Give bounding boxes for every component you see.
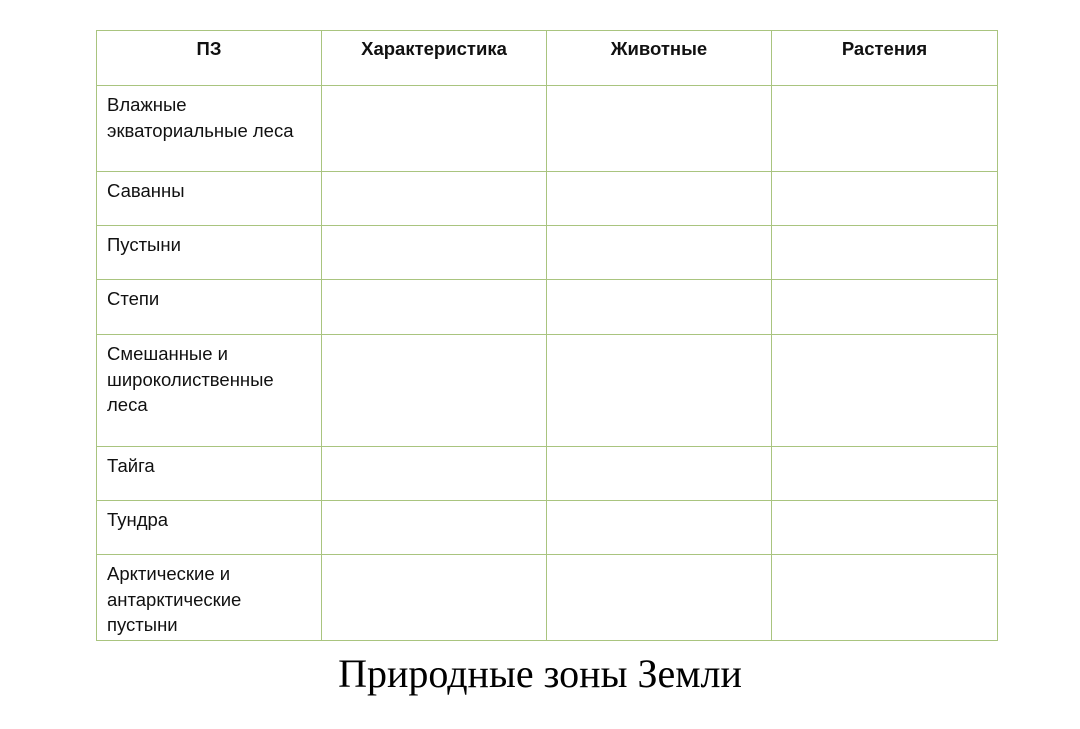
animals-cell[interactable] — [547, 280, 772, 335]
table-row — [97, 501, 998, 555]
plants-cell[interactable] — [772, 172, 998, 226]
characteristic-cell[interactable] — [322, 280, 547, 335]
table-row — [97, 335, 998, 447]
characteristic-cell[interactable] — [322, 501, 547, 555]
plants-cell[interactable] — [772, 501, 998, 555]
zone-name-cell — [97, 447, 322, 501]
plants-cell[interactable] — [772, 447, 998, 501]
plants-cell[interactable] — [772, 86, 998, 172]
zone-name: Пустыни — [107, 234, 181, 255]
table-header-row — [97, 31, 998, 86]
plants-cell[interactable] — [772, 555, 998, 641]
zone-name-cell — [97, 172, 322, 226]
zone-name-cell — [97, 501, 322, 555]
page-caption: Природные зоны Земли — [338, 651, 742, 696]
zone-name-cell — [97, 226, 322, 280]
natural-zones-table — [96, 30, 998, 641]
header-characteristic: Характеристика — [322, 31, 547, 86]
zone-name-cell — [97, 555, 322, 641]
animals-cell[interactable] — [547, 226, 772, 280]
characteristic-cell[interactable] — [322, 555, 547, 641]
animals-cell[interactable] — [547, 335, 772, 447]
animals-cell[interactable] — [547, 86, 772, 172]
header-plants: Растения — [772, 31, 998, 86]
table-row — [97, 280, 998, 335]
zone-name: Тундра — [107, 509, 169, 530]
table-row — [97, 172, 998, 226]
zone-name: Тайга — [107, 455, 155, 476]
zone-name: Степи — [107, 288, 160, 309]
characteristic-cell[interactable] — [322, 226, 547, 280]
zone-name: Арктические и антарктические пустыни — [107, 563, 242, 635]
characteristic-cell[interactable] — [322, 86, 547, 172]
plants-cell[interactable] — [772, 226, 998, 280]
table-row — [97, 447, 998, 501]
plants-cell[interactable] — [772, 280, 998, 335]
table-row — [97, 226, 998, 280]
animals-cell[interactable] — [547, 172, 772, 226]
table-row — [97, 555, 998, 641]
animals-cell[interactable] — [547, 501, 772, 555]
zone-name: Влажные экваториальные леса — [107, 94, 294, 141]
header-animals: Животные — [547, 31, 772, 86]
zone-name: Саванны — [107, 180, 185, 201]
animals-cell[interactable] — [547, 447, 772, 501]
characteristic-cell[interactable] — [322, 447, 547, 501]
plants-cell[interactable] — [772, 335, 998, 447]
table-row — [97, 86, 998, 172]
zone-name-cell — [97, 86, 322, 172]
characteristic-cell[interactable] — [322, 172, 547, 226]
zone-name-cell — [97, 280, 322, 335]
characteristic-cell[interactable] — [322, 335, 547, 447]
animals-cell[interactable] — [547, 555, 772, 641]
header-zone: ПЗ — [97, 31, 322, 86]
zone-name-cell — [97, 335, 322, 447]
zone-name: Смешанные и широколиственные леса — [107, 343, 274, 415]
